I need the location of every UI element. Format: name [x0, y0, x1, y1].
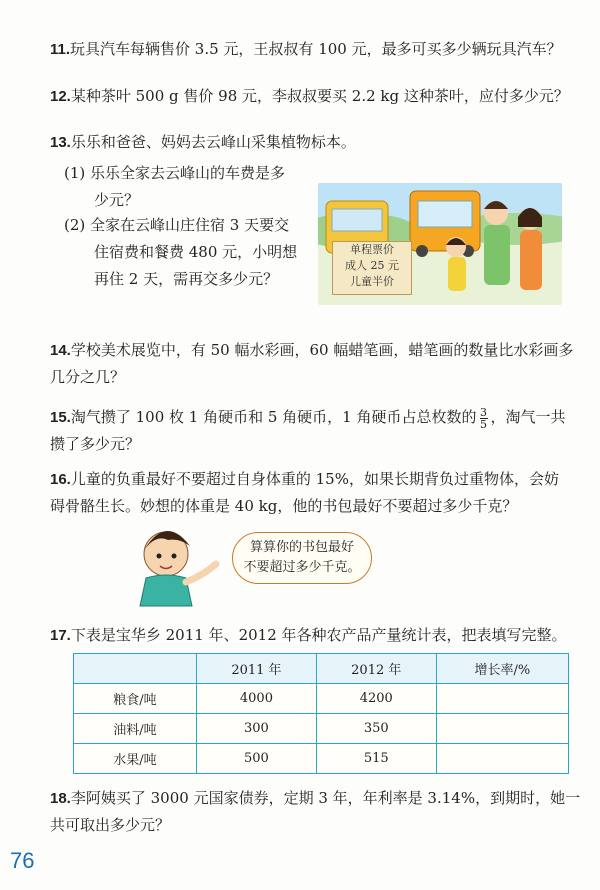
sub-question-line: 再住 2 天，需再交多少元？	[94, 270, 279, 288]
table-header-row	[74, 654, 569, 684]
sub-question-line: (1) 乐乐全家去云峰山的车费是多	[64, 164, 286, 182]
question-14	[50, 337, 590, 391]
table-row	[74, 684, 569, 714]
question-text: 淘气攒了 100 枚 1 角硬币和 5 角硬币，1 角硬币占总枚数的	[70, 408, 477, 426]
bubble-line: 算算你的书包最好	[249, 540, 354, 555]
question-number: 15.	[50, 409, 71, 426]
question-text: 学校美术展览中，有 50 幅水彩画，60 幅蜡笔画，蜡笔画的数量比水彩画多	[70, 341, 574, 359]
question-text: 攒了多少元？	[50, 435, 141, 453]
production-table	[73, 653, 569, 774]
rate-cell[interactable]	[436, 684, 568, 714]
question-text: 下表是宝华乡 2011 年、2012 年各种农产品产量统计表，把表填写完整。	[70, 626, 567, 644]
boy-pointing-icon	[120, 522, 230, 608]
question-text: 某种茶叶 500 g 售价 98 元，李叔叔要买 2.2 kg 这种茶叶，应付多少元？	[70, 87, 569, 105]
table-cell: 515	[316, 744, 436, 774]
question-number: 13.	[50, 134, 71, 151]
question-number: 16.	[50, 471, 71, 488]
table-cell: 4000	[197, 684, 317, 714]
sub-question-1	[64, 160, 314, 214]
table-header	[74, 654, 197, 684]
sub-question-2	[64, 212, 314, 293]
question-number: 18.	[50, 790, 71, 807]
family-bus-illustration	[318, 183, 562, 305]
table-header: 增长率/%	[436, 654, 568, 684]
table-header: 2012 年	[316, 654, 436, 684]
table-header: 2011 年	[197, 654, 317, 684]
question-text: 几分之几？	[50, 368, 126, 386]
question-15	[50, 404, 590, 458]
question-12	[50, 83, 590, 110]
rate-cell[interactable]	[436, 744, 568, 774]
sign-line: 成人 25 元	[345, 259, 399, 272]
row-label: 油料/吨	[74, 714, 197, 744]
row-label: 粮食/吨	[74, 684, 197, 714]
bubble-line: 不要超过多少千克。	[243, 560, 361, 575]
sub-question-line: 住宿费和餐费 480 元，小明想	[94, 243, 298, 261]
table-row	[74, 714, 569, 744]
table-cell: 4200	[316, 684, 436, 714]
fraction-denominator: 5	[480, 417, 487, 431]
fraction	[480, 407, 488, 430]
question-number: 14.	[50, 342, 71, 359]
question-number: 12.	[50, 88, 71, 105]
speech-bubble	[232, 532, 372, 584]
question-number: 11.	[50, 41, 71, 58]
table-cell: 350	[316, 714, 436, 744]
sub-question-line: 少元？	[94, 191, 140, 209]
fraction-numerator: 3	[480, 405, 487, 419]
question-text: 碍骨骼生长。妙想的体重是 40 kg，他的书包最好不要超过多少千克？	[50, 497, 518, 515]
rate-cell[interactable]	[436, 714, 568, 744]
page-number: 76	[10, 848, 35, 873]
question-text: 李阿姨买了 3000 元国家债券，定期 3 年，年利率是 3.14%，到期时，她一	[70, 789, 581, 807]
sub-question-line: (2) 全家在云峰山庄住宿 3 天要交	[64, 216, 290, 234]
row-label: 水果/吨	[74, 744, 197, 774]
ticket-price-sign	[332, 241, 412, 295]
question-17	[50, 622, 590, 649]
question-text: 儿童的负重最好不要超过自身体重的 15%，如果长期背负过重物体，会妨	[70, 470, 559, 488]
question-text: 乐乐和爸爸、妈妈去云峰山采集植物标本。	[70, 133, 356, 151]
sign-line: 单程票价	[350, 243, 394, 256]
question-18	[50, 785, 590, 839]
table-cell: 300	[197, 714, 317, 744]
question-text: 玩具汽车每辆售价 3.5 元，王叔叔有 100 元，最多可买多少辆玩具汽车？	[70, 40, 562, 58]
table-cell: 500	[197, 744, 317, 774]
question-number: 17.	[50, 627, 71, 644]
question-11	[50, 36, 590, 63]
table-row	[74, 744, 569, 774]
question-text: ，淘气一共	[490, 408, 566, 426]
sign-line: 儿童半价	[350, 275, 394, 288]
question-16	[50, 466, 590, 520]
question-text: 共可取出多少元？	[50, 816, 171, 834]
question-13	[50, 129, 590, 156]
